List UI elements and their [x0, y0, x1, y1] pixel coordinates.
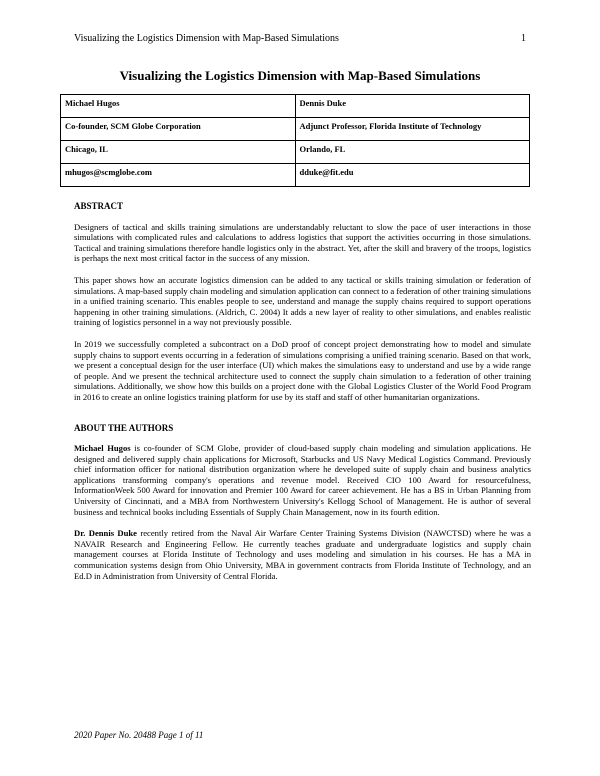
abstract-heading: ABSTRACT	[74, 201, 124, 211]
author1-email: mhugos@scmglobe.com	[61, 164, 296, 187]
bio-duke-name: Dr. Dennis Duke	[74, 528, 137, 539]
abstract-paragraph-2: This paper shows how an accurate logistics dimension can be added to any tactical or skills training simulation or federation of simulations. A map-based supply chain modeling and simulation application can connect to a federation of other training simulations in a unified training scenario. This enables people to see, understand and manage the supply chains required to support operations happening in other training simulations. (Aldrich, C. 2004) It adds a new layer of reality to other simulations, and enables realistic training of logistics personnel in a way not previously possible.	[74, 274, 531, 328]
author2-name: Dennis Duke	[295, 95, 530, 118]
about-heading: ABOUT THE AUTHORS	[74, 422, 174, 433]
page-footer: 2020 Paper No. 20488 Page 1 of 11	[74, 730, 204, 740]
running-header	[74, 33, 526, 44]
author1-affiliation: Co-founder, SCM Globe Corporation	[61, 118, 296, 141]
table-row	[61, 95, 530, 118]
abstract-paragraph-1: Designers of tactical and skills training simulations are understandably reluctant to slow the pace of user interactions in those simulations with complicated rules and calculations to address logistics that support the activities occurring in those simulations. Tactical and training simulations therefore handle logistics only in the abstract. Yet, after the skill and bravery of the troops, logistics is perhaps the next most critical factor in the success of any mission.	[74, 221, 531, 264]
table-row	[61, 141, 530, 164]
bio-hugos-name: Michael Hugos	[74, 443, 131, 454]
table-row	[61, 164, 530, 187]
author2-email: dduke@fit.edu	[295, 164, 530, 187]
bio-hugos-text: is co-founder of SCM Globe, provider of cloud-based supply chain modeling and simulation applications. He designed and delivered supply chain applications for Microsoft, Starbucks and US Navy Medical Logistics Command. Previously chief information officer for national distribution organization where he developed suite of supply chain and business analytics applications transforming company's operations and revenue model. Received CIO 100 Award for resourcefulness, InformationWeek 500 Award for innovation and Premier 100 Award for career achievement. He has a BS in Urban Planning from University of Cincinnati, and a MBA from Northwestern University's Kellogg School of Management. He is author of several business and technical books including Essentials of Supply Chain Management, now in its fourth edition.	[74, 443, 531, 517]
bio-hugos	[74, 443, 531, 517]
paper-title: Visualizing the Logistics Dimension with Map-Based Simulations	[119, 68, 481, 83]
page-number: 1	[521, 33, 526, 44]
author1-name: Michael Hugos	[61, 95, 296, 118]
running-title: Visualizing the Logistics Dimension with Map-Based Simulations	[74, 33, 339, 44]
abstract-paragraph-3: In 2019 we successfully completed a subcontract on a DoD proof of concept project demonstrating how to model and simulate supply chains to support events occurring in a federation of simulations comprising a unified training scenario. Based on that work, we present a conceptual design for the user interface (UI) which makes the simulations easy to understand and use by a wide range of people. And we present the technical architecture used to connect the supply chain simulation to a federation of other training simulations. Additionally, we show how this builds on a project done with the Global Logistics Cluster of the World Food Program in 2016 to create an online logistics training platform for use by its staff and staff of other humanitarian organizations.	[74, 338, 531, 402]
paper-body	[74, 201, 531, 592]
bio-duke-text: recently retired from the Naval Air Warfare Center Training Systems Division (NAWCTSD) where he was a NAVAIR Research and Engineering Fellow. He currently teaches graduate and undergraduate logistics and supply chain management courses at Florida Institute of Technology and uses modeling and simulation in his courses. He has a MA in communication systems design from Ohio University, MBA in government contracts from Florida Institute of Technology, and an Ed.D in Administration from University of Central Florida.	[74, 528, 531, 581]
table-row	[61, 118, 530, 141]
authors-table	[60, 94, 530, 187]
author2-location: Orlando, FL	[295, 141, 530, 164]
author2-affiliation: Adjunct Professor, Florida Institute of Technology	[295, 118, 530, 141]
author1-location: Chicago, IL	[61, 141, 296, 164]
bio-duke	[74, 528, 531, 581]
